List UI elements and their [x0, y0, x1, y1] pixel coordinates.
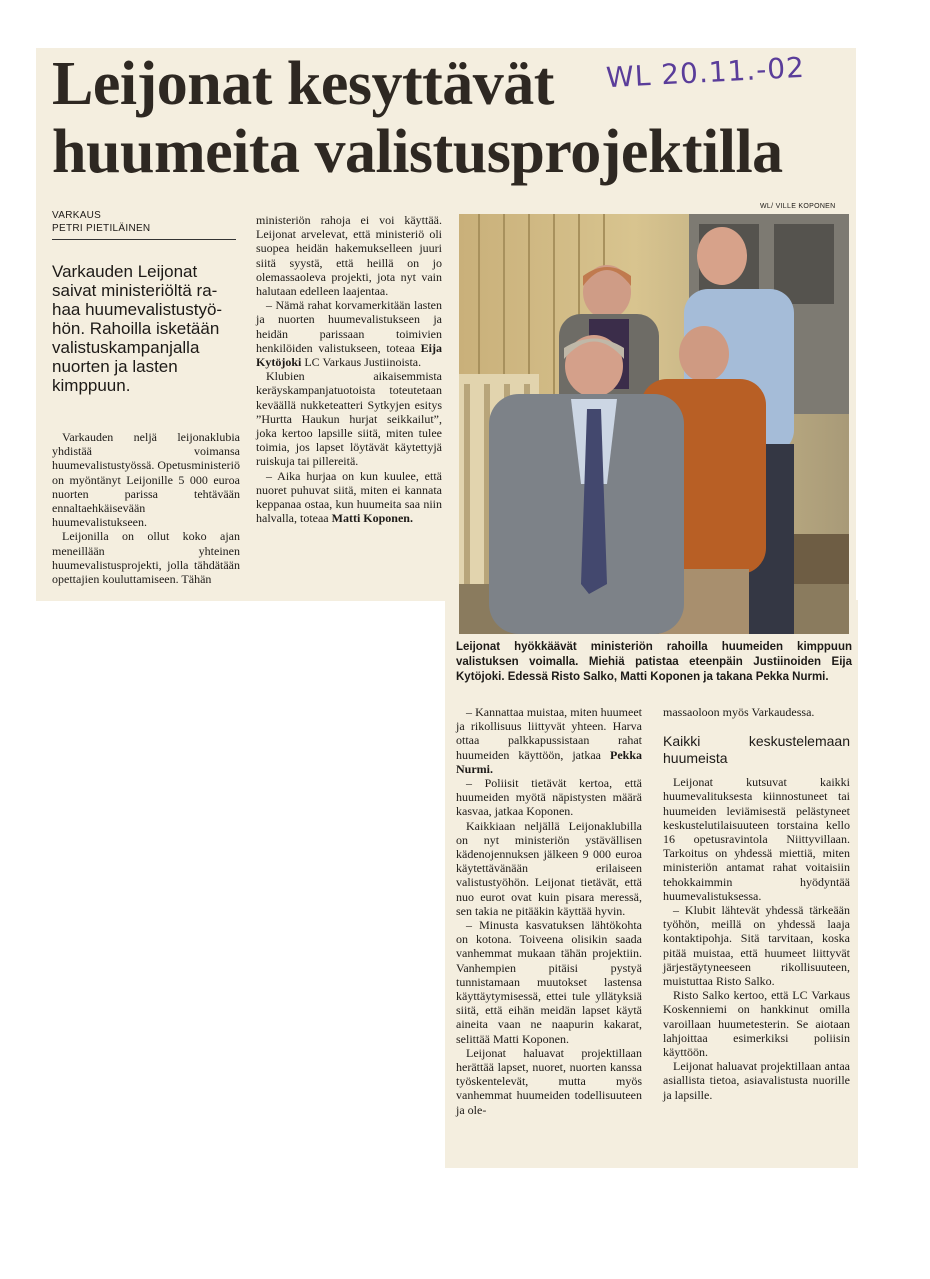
paragraph-text: Leijonat haluavat projektillaan herättää lapset, nuoret, nuorten kanssa työskentelevät, mutta myös vanhemmat huumeiden todellisuuteen ja ole-: [456, 1045, 642, 1117]
lead-line: haa huumevalistustyö-: [52, 300, 223, 319]
paragraph-text: – Kannattaa muistaa, miten huumeet ja rikollisuus liittyvät yhteen. Harva ottaa palkkapussistaan rahat huumeiden käyttöön, jatkaa: [456, 705, 642, 762]
paragraph-text: Kaikkiaan neljällä Leijonaklubilla on nyt ministeriön ystävällisen kädenojennuksen jälkeen 9 000 euroa käytettävänään erilaiseen valistustyöhön. Leijonat tietävät, että nuo eurot ovat kuin pisara meressä, sen takia ne pitääkin käyttää hyvin.: [456, 818, 642, 918]
group-photo: [459, 214, 849, 634]
lead-line: hön. Rahoilla isketään: [52, 319, 220, 338]
lead-line: valistuskampanjalla: [52, 338, 200, 357]
group-photo-image: [459, 214, 849, 634]
byline-author: PETRI PIETILÄINEN: [52, 223, 151, 234]
paragraph-text: Klubien aikaisemmista keräyskampanjatuotoista toteutetaan keväällä nukketeatteri Sytkyjen esitys ”Hurtta Haukun hurjat seikkailut”, joka kertoo lapsille siitä, miten tulee toimia, jos lapset löytävät käytettyjä ruiskuja tai pillereitä.: [256, 369, 442, 469]
article-column-3: [456, 705, 642, 1117]
article-paragraph: Leijonat haluavat projektillaan antaa asiallista tietoa, asiavalistusta nuorille ja lapsille.: [663, 1059, 850, 1102]
section-subheading: Kaikki keskustelemaan huumeista: [663, 733, 850, 767]
article-paragraph: [256, 369, 442, 468]
article-paragraph: [456, 705, 642, 776]
paragraph-text: – Minusta kasvatuksen lähtökohta on kotona. Toiveena olisikin saada vanhemmat mukaan tähän projektiin. Vanhempien pitäisi pystyä tunnistamaan muutokset lastensa käyttäytymisessä, ettei tule yllätyksiä siitä, että eihän meidän lapset käytä aineita vaan ne naapurin kakarat, selittää Matti Koponen.: [456, 918, 642, 1046]
article-paragraph: – Klubit lähtevät yhdessä tärkeään työhön, meillä on yhdessä laaja kontaktipohja. Sitä tarvitaan, koska pitää muistaa, että huumeet liittyvät järjestäytyneeseen rikollisuuteen, muistuttaa Risto Salko.: [663, 903, 850, 989]
article-column-1: [52, 430, 240, 586]
paragraph-text: – Poliisit tietävät kertoa, että huumeiden myötä näpistysten määrä kasvaa, jatkaa Koponen.: [456, 776, 642, 819]
article-paragraph: [456, 1046, 642, 1117]
paragraph-text: ministeriön rahoja ei voi käyttää. Leijonat arvelevat, että ministeriö oli suopea heidän hakemukselleen juuri siitä syystä, että heillä on jo olemassaoleva projekti, jota nyt vain halutaan edelleen laajentaa.: [256, 213, 442, 299]
lead-line: saivat ministeriöltä ra-: [52, 281, 218, 300]
article-paragraph: Leijonat kutsuvat kaikki huumevalituksesta kiinnostuneet tai huumeiden leviämisestä pelästyneet keskustelutilaisuuteen torstaina kello 16 opetusravintola Niittyvillaan. Tarkoitus on yhdessä miettiä, miten ministeriön antamat rahat voitaisiin tehokkaimmin hyödyntää huumevalistuksessa.: [663, 775, 850, 903]
article-paragraph: massaoloon myös Varkaudessa.: [663, 705, 815, 719]
article-paragraph: [456, 819, 642, 918]
article-column-4: [663, 705, 850, 1102]
article-paragraph: [456, 918, 642, 1046]
byline-place: VARKAUS: [52, 210, 102, 221]
article-paragraph: Varkauden neljä leijonaklubia yhdistää voimansa huumevalistustyössä. Opetusministeriö on myöntänyt Leijonille 5 000 euroa nuorten parissa tehtävään ennaltaehkäisevään huumevalistukseen.: [52, 430, 240, 530]
article-paragraph: [456, 776, 642, 819]
byline: [52, 209, 150, 235]
headline-line-1: Leijonat kesyttävät: [52, 50, 554, 118]
byline-divider: [52, 239, 236, 240]
person-name: Eija Kytöjoki: [256, 340, 442, 370]
article-paragraph: [256, 298, 442, 369]
person-name: Pekka Nurmi.: [456, 747, 642, 776]
article-paragraph: Leijonilla on ollut koko ajan meneillään yhteinen huumevalistusprojekti, jolla tähdätään opettajien kouluttamiseen. Tähän: [52, 529, 240, 587]
lead-line: nuorten ja lasten: [52, 357, 178, 376]
lead-line: kimppuun.: [52, 376, 131, 395]
lead-paragraph: [52, 262, 242, 395]
article-paragraph: Risto Salko kertoo, että LC Varkaus Koskenniemi on hankkinut omilla varoillaan huumetesterin. Se aiotaan lahjoittaa esimerkiksi poliisin käyttöön.: [663, 988, 850, 1060]
person-name: Matti Koponen.: [331, 511, 413, 526]
lead-line: Varkauden Leijonat: [52, 262, 198, 281]
paragraph-text: – Aika hurjaa on kun kuulee, että nuoret puhuvat siitä, miten ei kannata keppanaa ostaa, kun huumeita saa niin halvalla, toteaa: [256, 468, 442, 526]
article-column-2: [256, 213, 442, 525]
article-paragraph: [256, 213, 442, 298]
photo-caption: Leijonat hyökkäävät ministeriön rahoilla huumeiden kimppuun valistuksen voimalla. Miehiä patistaa eteenpäin Justiinoiden Eija Kytöjoki. Edessä Risto Salko, Matti Koponen ja takana Pekka Nurmi.: [456, 641, 852, 683]
headline-line-2: huumeita valistusprojektilla: [52, 118, 783, 186]
photo-credit: WL/ VILLE KOPONEN: [760, 203, 836, 210]
paragraph-text: LC Varkaus Justiinoista.: [301, 355, 422, 370]
handwritten-date-note: WL 20.11.-02: [605, 50, 806, 95]
paragraph-text: – Nämä rahat korvamerkitään lasten ja nuorten huumevalistukseen ja heidän parissaan toimivien henkilöiden valistukseen, toteaa: [256, 298, 442, 355]
article-paragraph: [256, 469, 442, 526]
